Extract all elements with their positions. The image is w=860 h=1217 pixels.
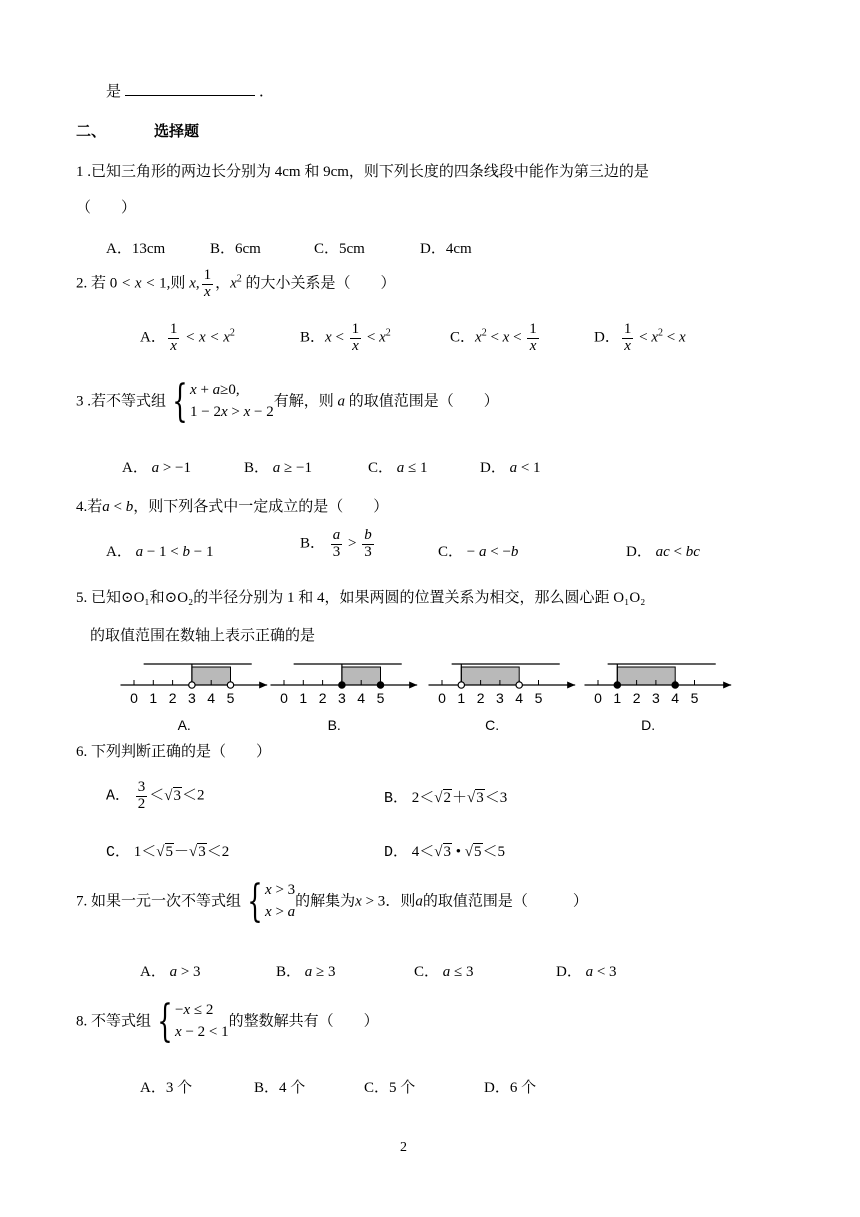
q2-prefix: 2. 若 [76,275,107,292]
q8-prefix: 8. 不等式组 [76,1013,152,1030]
q8-system: { −x ≤ 2 x − 2 < 1 [157,996,229,1047]
tick-label: 4 [207,690,216,706]
question-2-option-c[interactable]: C．$x^2 < x$ < $\frac{1}{x}$ [450,321,537,354]
question-5-line-1: 5. 已知⊙O₁和⊙O₂的半径分别为 1 和 4，如果两圆的位置关系为相交，那么圆心距 O₁O₂ [76,590,646,606]
question-2-option-d[interactable]: D． $\frac{1}{x}$ < $x^2 < x$ [594,321,686,354]
q3-suffix: 有解，则 [273,393,334,410]
q3-system: { x + a≥0, 1 − 2x > x − 2 [172,376,274,427]
question-7-option-a[interactable]: A． a > 3 [140,964,201,980]
q4-suffix: ，则下列各式中一定成立的是（ ） [133,499,389,515]
axis-arrow [259,682,267,689]
question-1-option-b[interactable]: B．6cm [210,241,261,257]
question-7-option-d[interactable]: D． a < 3 [556,964,617,980]
question-1-paren: （ ） [76,200,137,216]
tick-label: 3 [496,690,504,706]
tick-label: 4 [671,690,680,706]
q2-fraction: $\frac{1}{x}$ [203,267,212,300]
tick-label: 1 [299,690,308,706]
q2-condition: 0 < x < 1 [109,275,167,292]
question-1-stem: 1 .已知三角形的两边长分别为 4cm 和 9cm，则下列长度的四条线段中能作为第三边的是 [76,164,649,180]
question-4-option-b[interactable]: B． $\frac{a}{3}$ > $\frac{b}{3}$ [300,527,372,560]
tick-label: 0 [130,690,138,706]
tick-label: 5 [534,690,543,706]
open-endpoint [227,682,233,688]
tick-label: 5 [376,690,385,706]
q4-prefix: 4.若 [76,499,103,515]
question-8-option-b[interactable]: B．4 个 [254,1080,306,1096]
question-2-option-b[interactable]: B．x < $\frac{1}{x}$ < $x^2$ [300,321,391,354]
tick-label: 5 [226,690,235,706]
question-3-option-c[interactable]: C． a ≤ 1 [368,460,428,476]
range-shading [617,667,675,685]
open-endpoint [458,682,464,688]
question-7-option-b[interactable]: B． a ≥ 3 [276,964,336,980]
q3-suffix2: 的取值范围是（ ） [348,393,499,410]
answer-blank[interactable] [125,81,255,96]
page-number: 2 [400,1140,407,1155]
blank-suffix: ． [259,84,275,100]
option-label: D. [641,717,656,733]
tick-label: 1 [613,690,622,706]
question-3-option-d[interactable]: D． a < 1 [480,460,541,476]
range-shading [461,667,519,685]
open-endpoint [189,682,195,688]
section-number: 二、 [76,122,107,140]
q7-prefix: 7. 如果一元一次不等式组 [76,893,242,910]
question-2-stem: 2. 若 0 < x < 1,则 x, $\frac{1}{x}$ ，$x^2$ 的大小关系是（ ） [76,267,396,300]
closed-endpoint [672,682,678,688]
question-8-option-a[interactable]: A．3 个 [140,1080,193,1096]
axis-arrow [567,682,575,689]
question-1-option-d[interactable]: D．4cm [420,241,472,257]
question-2-option-a[interactable]: A． $\frac{1}{x}$ < $x < x^2$ [140,321,235,354]
q8-suffix: 的整数解共有（ ） [228,1013,379,1030]
axis-arrow [409,682,417,689]
tick-label: 3 [338,690,346,706]
tick-label: 4 [515,690,524,706]
question-8-option-c[interactable]: C．5 个 [364,1080,416,1096]
question-4-option-a[interactable]: A． a − 1 < b − 1 [106,544,214,560]
number-line-d[interactable] [584,664,731,733]
question-6-option-d[interactable]: D． 4＜√3 • √5＜5 [384,844,506,861]
question-6-option-a[interactable]: A． $\frac{3}{2}$ ＜√3＜2 [106,779,205,812]
closed-endpoint [377,682,383,688]
question-7-stem: 7. 如果一元一次不等式组 { x > 3 x > a 的解集为x > 3．则a的取值范围是（ ） [76,876,588,927]
number-line-b[interactable] [270,664,417,733]
question-4-option-c[interactable]: C． − a < −b [438,544,519,560]
question-6-stem: 6. 下列判断正确的是（ ） [76,744,272,760]
tick-label: 0 [594,690,602,706]
tick-label: 2 [318,690,327,706]
option-label: A. [177,717,191,733]
question-1-option-a[interactable]: A．13cm [106,241,166,257]
tick-label: 0 [280,690,288,706]
question-4-stem: 4.若a < b，则下列各式中一定成立的是（ ） [76,499,389,515]
section-heading [76,120,199,141]
question-3-option-a[interactable]: A． a > −1 [122,460,192,476]
q7-mid2: ．则 [385,893,416,910]
section-title: 选择题 [154,122,200,140]
question-8-stem [76,996,379,1047]
tick-label: 2 [168,690,177,706]
open-endpoint [516,682,522,688]
blank-prefix: 是 [106,84,122,100]
number-line-a[interactable] [120,664,267,733]
axis-arrow [723,682,731,689]
tick-label: 0 [438,690,446,706]
number-line-figures [0,655,860,740]
q3-prefix: 3 .若不等式组 [76,393,167,410]
question-7-option-c[interactable]: C． a ≤ 3 [414,964,474,980]
tick-label: 3 [652,690,660,706]
tick-label: 2 [476,690,485,706]
tick-label: 5 [690,690,699,706]
tick-label: 1 [457,690,466,706]
option-label: B. [327,717,341,733]
q7-mid: 的解集为 [295,893,356,910]
question-6-option-c[interactable]: C． 1＜√5－√3＜2 [106,844,230,861]
q2-tail: 的大小关系是（ ） [245,275,396,292]
question-5-line-2: 的取值范围在数轴上表示正确的是 [90,628,316,644]
tick-label: 4 [357,690,366,706]
number-line-c[interactable] [428,664,575,733]
question-8-option-d[interactable]: D．6 个 [484,1080,537,1096]
tick-label: 3 [188,690,196,706]
option-label: C. [485,717,500,733]
fill-in-blank-line [106,80,274,101]
question-3-option-b[interactable]: B． a ≥ −1 [244,460,312,476]
q7-system: { x > 3 x > a [247,876,296,927]
closed-endpoint [614,682,620,688]
closed-endpoint [339,682,345,688]
question-1-option-c[interactable]: C．5cm [314,241,365,257]
question-3-stem: 3 .若不等式组 { x + a≥0, 1 − 2x > x − 2 有解，则 a 的取值范围是（ ） [76,376,499,427]
question-6-option-b[interactable]: B． 2＜√2＋√3＜3 [384,790,508,807]
tick-label: 2 [632,690,641,706]
question-4-option-d[interactable]: D． ac < bc [626,544,700,560]
tick-label: 1 [149,690,158,706]
q7-suffix: 的取值范围是（ ） [422,893,588,910]
